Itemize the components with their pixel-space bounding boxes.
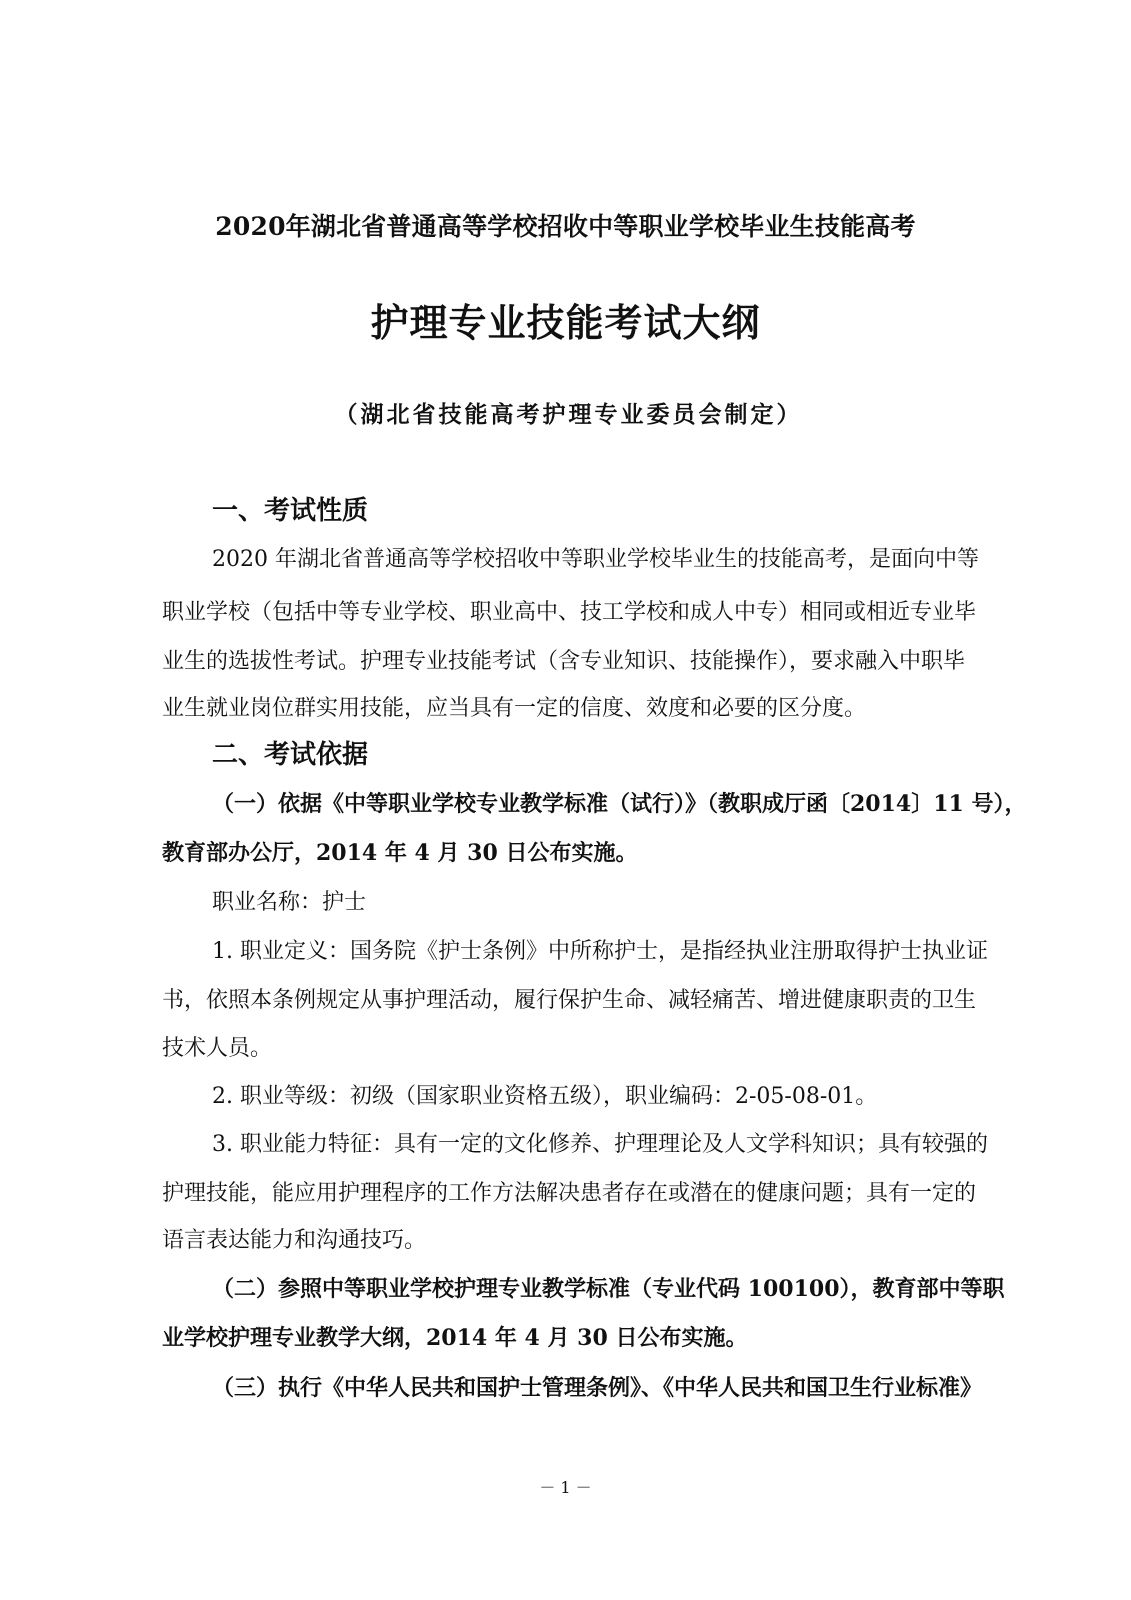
paragraph-line: 业生就业岗位群实用技能，应当具有一定的信度、效度和必要的区分度。 (162, 696, 867, 721)
occupation-name: 职业名称：护士 (212, 890, 367, 915)
occupation-ability-line: 护理技能，能应用护理程序的工作方法解决患者存在或潜在的健康问题；具有一定的 (162, 1181, 977, 1206)
occupation-ability-line: 3. 职业能力特征：具有一定的文化修养、护理理论及人文学科知识；具有较强的 (212, 1132, 988, 1157)
occupation-definition-line: 书，依照本条例规定从事护理活动，履行保护生命、减轻痛苦、增进健康职责的卫生 (162, 988, 977, 1013)
paragraph-line: 职业学校（包括中等专业学校、职业高中、技工学校和成人中专）相同或相近专业毕 (162, 600, 977, 625)
occupation-ability-line: 语言表达能力和沟通技巧。 (162, 1228, 427, 1253)
document-title-main: 护理专业技能考试大纲 (370, 300, 761, 345)
occupation-level: 2. 职业等级：初级（国家职业资格五级），职业编码：2-05-08-01。 (212, 1084, 878, 1109)
occupation-definition-line: 1. 职业定义：国务院《护士条例》中所称护士，是指经执业注册取得护士执业证 (212, 939, 988, 964)
basis-item-1-line: 教育部办公厅，2014 年 4 月 30 日公布实施。 (162, 840, 638, 866)
paragraph-line: 业生的选拔性考试。护理专业技能考试（含专业知识、技能操作），要求融入中职毕 (162, 649, 966, 674)
document-title-top: 2020年湖北省普通高等学校招收中等职业学校毕业生技能高考 (215, 212, 916, 241)
basis-item-2-line: 业学校护理专业教学大纲，2014 年 4 月 30 日公布实施。 (162, 1325, 748, 1351)
section-heading-exam-basis: 二、考试依据 (212, 740, 369, 770)
page-number: － 1 － (539, 1478, 592, 1497)
occupation-definition-line: 技术人员。 (162, 1036, 273, 1061)
paragraph-line: 2020 年湖北省普通高等学校招收中等职业学校毕业生的技能高考，是面向中等 (212, 547, 979, 572)
section-heading-exam-nature: 一、考试性质 (212, 496, 369, 526)
basis-item-3-line: （三）执行《中华人民共和国护士管理条例》、《中华人民共和国卫生行业标准》 (212, 1375, 983, 1401)
basis-item-2-line: （二）参照中等职业学校护理专业教学标准（专业代码 100100），教育部中等职 (212, 1276, 1005, 1302)
document-subtitle: （湖北省技能高考护理专业委员会制定） (334, 401, 803, 428)
basis-item-1-line: （一）依据《中等职业学校专业教学标准（试行）》（教职成厅函〔2014〕11 号）， (212, 791, 1027, 817)
